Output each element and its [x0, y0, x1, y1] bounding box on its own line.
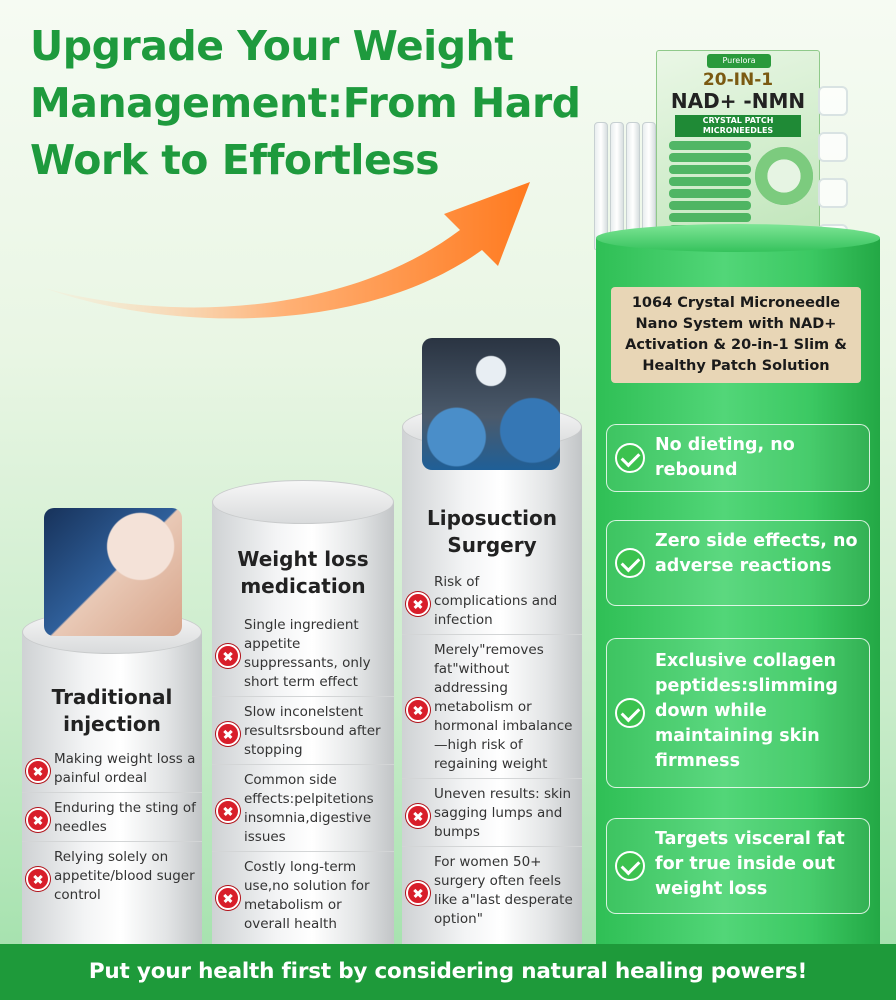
headline-line-3: Work to Effortless: [30, 136, 440, 184]
option-pillar-liposuction: [402, 427, 582, 952]
product-line-1: 20-IN-1: [702, 70, 774, 90]
headline-line-1: Upgrade Your Weight: [30, 22, 514, 70]
x-icon: [406, 698, 430, 722]
con-list: [22, 750, 202, 915]
option-title: Weight loss medication: [237, 547, 369, 598]
product-line-2: NAD+ -NMN: [670, 89, 806, 113]
x-icon: [406, 592, 430, 616]
con-item: Making weight loss a painful ordeal: [22, 750, 202, 793]
x-icon: [216, 722, 240, 746]
product-emblem: [755, 147, 813, 205]
con-list: [402, 573, 582, 939]
option-pillar-medication: [212, 502, 394, 952]
solution-banner: 1064 Crystal Microneedle Nano System with NAD+ Activation & 20-in-1 Slim & Healthy Patch Solution: [611, 287, 861, 383]
injection-photo: [44, 508, 182, 636]
check-icon: [615, 698, 645, 728]
x-icon: [216, 799, 240, 823]
x-icon: [216, 644, 240, 668]
con-item: Uneven results: skin sagging lumps and bumps: [402, 785, 582, 847]
con-item: Risk of complications and infection: [402, 573, 582, 635]
con-item: Merely"removes fat"without addressing metabolism or hormonal imbalance —high risk of regaining weight: [402, 641, 582, 779]
product-box: [656, 50, 820, 246]
headline-line-2: Management:From Hard: [30, 79, 581, 127]
x-icon: [26, 867, 50, 891]
con-item: Enduring the sting of needles: [22, 799, 202, 842]
con-item: Slow inconelstent resultsrsbound after stopping: [212, 703, 394, 765]
benefit-item: Targets visceral fat for true inside out weight loss: [606, 818, 870, 914]
check-icon: [615, 548, 645, 578]
x-icon: [406, 881, 430, 905]
check-icon: [615, 851, 645, 881]
option-pillar-injection: [22, 632, 202, 952]
con-list: [212, 616, 394, 944]
option-title: Traditional injection: [51, 685, 173, 736]
headline: [30, 18, 630, 189]
microneedle-patches: [812, 80, 878, 250]
benefit-item: Exclusive collagen peptides:slimming down while maintaining skin firmness: [606, 638, 870, 788]
con-item: Single ingredient appetite suppressants, only short term effect: [212, 616, 394, 697]
upward-arrow-icon: [40, 170, 560, 350]
product-brand: Purelora: [707, 54, 771, 68]
product-feature-list: [669, 141, 751, 237]
surgery-photo: [422, 338, 560, 470]
benefit-item: No dieting, no rebound: [606, 424, 870, 492]
option-title: Liposuction Surgery: [426, 506, 558, 557]
con-item: Costly long-term use,no solution for metabolism or overall health: [212, 858, 394, 938]
benefit-item: Zero side effects, no adverse reactions: [606, 520, 870, 606]
x-icon: [26, 759, 50, 783]
x-icon: [216, 886, 240, 910]
x-icon: [26, 808, 50, 832]
footer-banner: Put your health first by considering natural healing powers!: [0, 944, 896, 1000]
x-icon: [406, 804, 430, 828]
con-item: Relying solely on appetite/blood suger control: [22, 848, 202, 909]
con-item: Common side effects:pelpitetions insomnia,digestive issues: [212, 771, 394, 852]
product-line-3: CRYSTAL PATCH MICRONEEDLES: [675, 115, 801, 137]
con-item: For women 50+ surgery often feels like a"last desperate option": [402, 853, 582, 933]
check-icon: [615, 443, 645, 473]
